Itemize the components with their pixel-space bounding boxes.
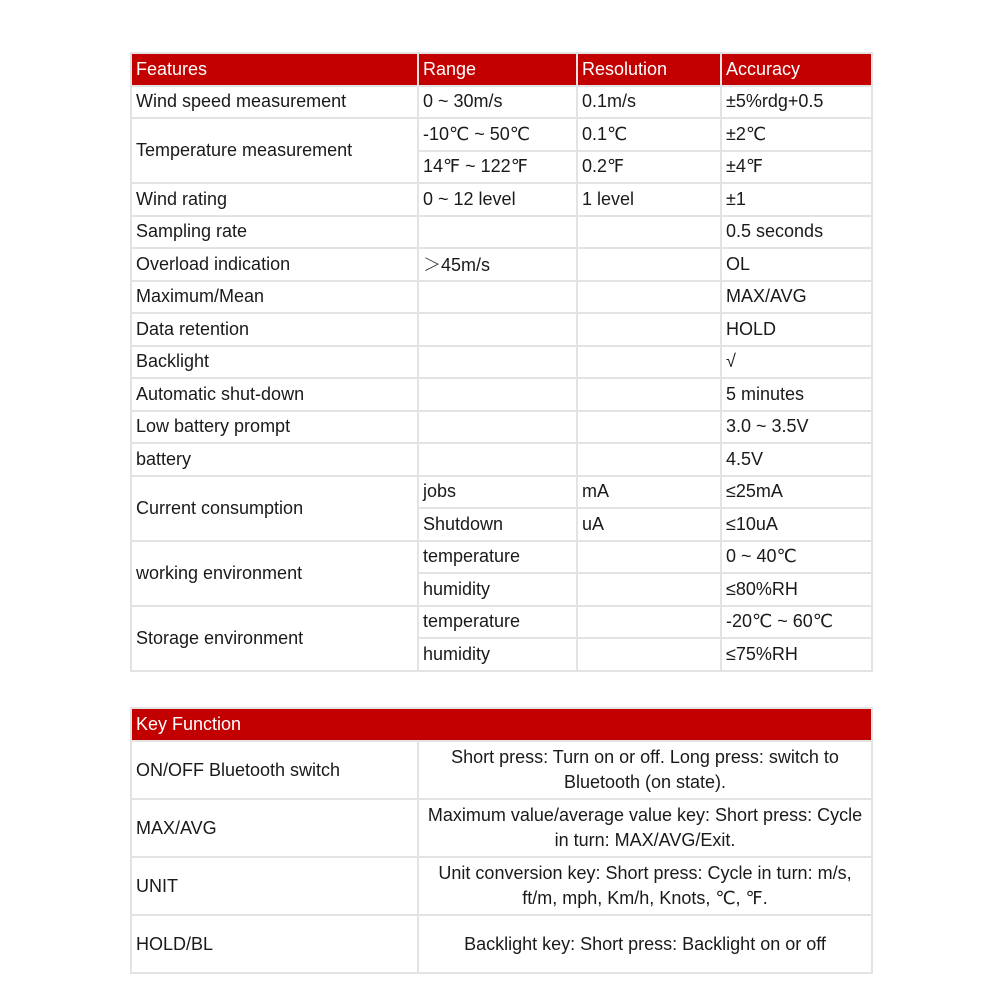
accuracy-cell: 3.0 ~ 3.5V: [721, 411, 872, 444]
range-cell: [418, 281, 577, 314]
range-cell: [418, 378, 577, 411]
table-row: [131, 443, 872, 476]
range-cell: humidity: [418, 638, 577, 671]
feature-cell: working environment: [131, 541, 418, 606]
accuracy-cell: ≤80%RH: [721, 573, 872, 606]
header-resolution: Resolution: [577, 53, 721, 86]
table-row: [131, 378, 872, 411]
resolution-cell: 1 level: [577, 183, 721, 216]
resolution-cell: [577, 346, 721, 379]
feature-cell: Data retention: [131, 313, 418, 346]
range-cell: [418, 411, 577, 444]
table-row: [131, 606, 872, 639]
accuracy-cell: ≤10uA: [721, 508, 872, 541]
resolution-cell: [577, 573, 721, 606]
resolution-cell: 0.1m/s: [577, 86, 721, 119]
table-row: [131, 741, 872, 799]
key-description-cell: Unit conversion key: Short press: Cycle in turn: m/s, ft/m, mph, Km/h, Knots, ℃, ℉.: [418, 857, 872, 915]
key-name-cell: ON/OFF Bluetooth switch: [131, 741, 418, 799]
accuracy-cell: 5 minutes: [721, 378, 872, 411]
range-cell: [418, 346, 577, 379]
range-cell: 14℉ ~ 122℉: [418, 151, 577, 184]
table-row: [131, 476, 872, 509]
range-cell: humidity: [418, 573, 577, 606]
resolution-cell: [577, 606, 721, 639]
range-cell: 0 ~ 12 level: [418, 183, 577, 216]
range-cell: temperature: [418, 541, 577, 574]
feature-cell: Current consumption: [131, 476, 418, 541]
resolution-cell: [577, 378, 721, 411]
accuracy-cell: -20℃ ~ 60℃: [721, 606, 872, 639]
key-description-cell: Short press: Turn on or off. Long press: switch to Bluetooth (on state).: [418, 741, 872, 799]
key-name-cell: UNIT: [131, 857, 418, 915]
key-description-cell: Maximum value/average value key: Short press: Cycle in turn: MAX/AVG/Exit.: [418, 799, 872, 857]
accuracy-cell: ±4℉: [721, 151, 872, 184]
range-cell: jobs: [418, 476, 577, 509]
accuracy-cell: OL: [721, 248, 872, 281]
key-description-cell: Backlight key: Short press: Backlight on or off: [418, 915, 872, 973]
feature-cell: Automatic shut-down: [131, 378, 418, 411]
range-cell: Shutdown: [418, 508, 577, 541]
feature-cell: Storage environment: [131, 606, 418, 671]
accuracy-cell: ≤25mA: [721, 476, 872, 509]
accuracy-cell: √: [721, 346, 872, 379]
accuracy-cell: 4.5V: [721, 443, 872, 476]
resolution-cell: mA: [577, 476, 721, 509]
table-row: [131, 86, 872, 119]
range-cell: [418, 216, 577, 249]
feature-cell: Sampling rate: [131, 216, 418, 249]
specifications-table: [130, 52, 873, 672]
resolution-cell: uA: [577, 508, 721, 541]
key-function-header-row: [131, 708, 872, 741]
table-row: [131, 799, 872, 857]
table-row: [131, 411, 872, 444]
accuracy-cell: ±2℃: [721, 118, 872, 151]
header-features: Features: [131, 53, 418, 86]
spec-header-row: [131, 53, 872, 86]
table-row: [131, 915, 872, 973]
accuracy-cell: ±5%rdg+0.5: [721, 86, 872, 119]
feature-cell: battery: [131, 443, 418, 476]
range-cell: 0 ~ 30m/s: [418, 86, 577, 119]
accuracy-cell: HOLD: [721, 313, 872, 346]
feature-cell: Temperature measurement: [131, 118, 418, 183]
resolution-cell: [577, 281, 721, 314]
header-range: Range: [418, 53, 577, 86]
resolution-cell: [577, 443, 721, 476]
range-cell: [418, 313, 577, 346]
feature-cell: Low battery prompt: [131, 411, 418, 444]
header-accuracy: Accuracy: [721, 53, 872, 86]
resolution-cell: [577, 248, 721, 281]
resolution-cell: [577, 638, 721, 671]
feature-cell: Wind rating: [131, 183, 418, 216]
range-cell: temperature: [418, 606, 577, 639]
range-cell: ＞45m/s: [418, 248, 577, 281]
resolution-cell: 0.2℉: [577, 151, 721, 184]
table-row: [131, 248, 872, 281]
feature-cell: Wind speed measurement: [131, 86, 418, 119]
key-function-header: Key Function: [131, 708, 872, 741]
resolution-cell: [577, 313, 721, 346]
table-row: [131, 313, 872, 346]
key-function-table: [130, 707, 873, 974]
resolution-cell: [577, 541, 721, 574]
table-row: [131, 281, 872, 314]
feature-cell: Overload indication: [131, 248, 418, 281]
table-row: [131, 118, 872, 151]
resolution-cell: [577, 411, 721, 444]
table-row: [131, 346, 872, 379]
feature-cell: Maximum/Mean: [131, 281, 418, 314]
resolution-cell: 0.1℃: [577, 118, 721, 151]
table-row: [131, 183, 872, 216]
accuracy-cell: 0 ~ 40℃: [721, 541, 872, 574]
feature-cell: Backlight: [131, 346, 418, 379]
accuracy-cell: MAX/AVG: [721, 281, 872, 314]
accuracy-cell: 0.5 seconds: [721, 216, 872, 249]
table-row: [131, 857, 872, 915]
key-name-cell: HOLD/BL: [131, 915, 418, 973]
accuracy-cell: ≤75%RH: [721, 638, 872, 671]
range-cell: -10℃ ~ 50℃: [418, 118, 577, 151]
accuracy-cell: ±1: [721, 183, 872, 216]
range-cell: [418, 443, 577, 476]
table-row: [131, 541, 872, 574]
key-name-cell: MAX/AVG: [131, 799, 418, 857]
resolution-cell: [577, 216, 721, 249]
table-row: [131, 216, 872, 249]
